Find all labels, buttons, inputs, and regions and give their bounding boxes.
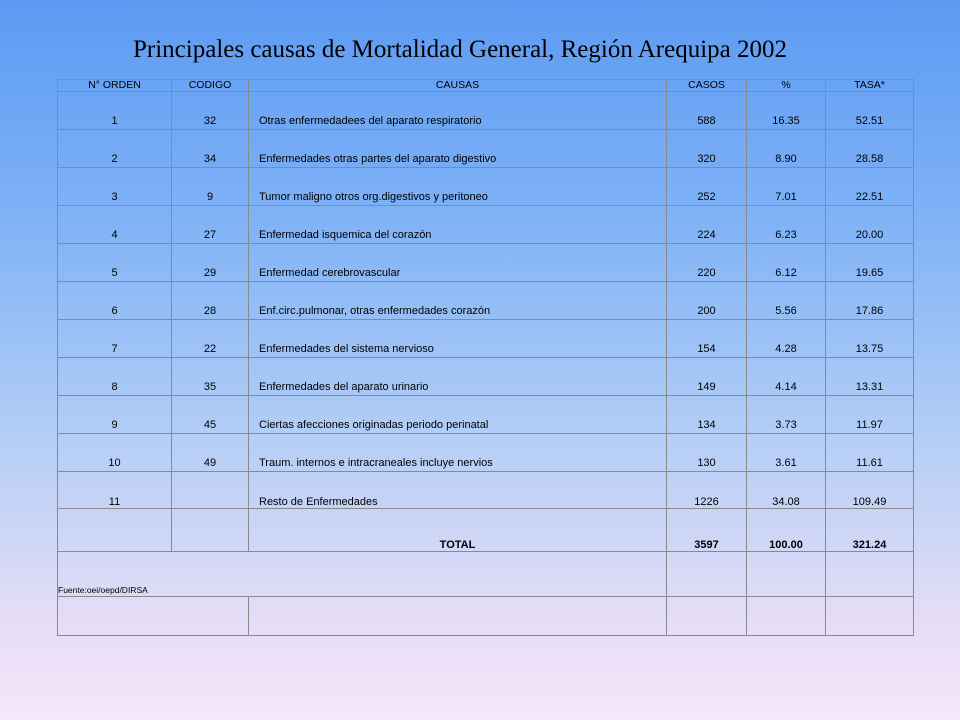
table-row — [58, 358, 914, 396]
cell-tasa: 20.00 — [826, 206, 914, 244]
table-header-row — [58, 80, 914, 92]
cell-empty — [826, 552, 914, 597]
cell-causa: Otras enfermedadees del aparato respiratorio — [249, 92, 667, 130]
cell-causa: Enfermedad isquemica del corazón — [249, 206, 667, 244]
cell-casos: 588 — [667, 92, 747, 130]
table-row — [58, 92, 914, 130]
cell-orden: 10 — [58, 434, 172, 472]
cell-empty — [667, 552, 747, 597]
cell-casos: 1226 — [667, 472, 747, 509]
cell-casos: 224 — [667, 206, 747, 244]
cell-orden: 7 — [58, 320, 172, 358]
cell-casos: 200 — [667, 282, 747, 320]
cell-tasa: 109.49 — [826, 472, 914, 509]
cell-empty — [747, 597, 826, 636]
table-row — [58, 244, 914, 282]
total-casos: 3597 — [667, 509, 747, 552]
cell-codigo: 32 — [172, 92, 249, 130]
cell-casos: 149 — [667, 358, 747, 396]
cell-codigo: 49 — [172, 434, 249, 472]
header-porcentaje: % — [747, 80, 826, 92]
total-tasa: 321.24 — [826, 509, 914, 552]
cell-codigo — [172, 472, 249, 509]
cell-orden: 8 — [58, 358, 172, 396]
total-porcentaje: 100.00 — [747, 509, 826, 552]
source-note: Fuente:oei/oepd/DIRSA — [58, 552, 667, 597]
table-row-total — [58, 509, 914, 552]
cell-orden: 4 — [58, 206, 172, 244]
table-row-blank — [58, 597, 914, 636]
cell-empty — [667, 597, 747, 636]
mortality-table — [57, 79, 914, 636]
cell-causa: Enfermedades del aparato urinario — [249, 358, 667, 396]
cell-orden: 3 — [58, 168, 172, 206]
cell-causa: Traum. internos e intracraneales incluye nervios — [249, 434, 667, 472]
cell-causa: Enfermedad cerebrovascular — [249, 244, 667, 282]
cell-causa: Enfermedades del sistema nervioso — [249, 320, 667, 358]
cell-empty — [249, 597, 667, 636]
table-row — [58, 168, 914, 206]
table-row — [58, 396, 914, 434]
cell-porcentaje: 7.01 — [747, 168, 826, 206]
table-row — [58, 320, 914, 358]
cell-tasa: 13.75 — [826, 320, 914, 358]
cell-tasa: 13.31 — [826, 358, 914, 396]
cell-codigo: 28 — [172, 282, 249, 320]
cell-orden: 11 — [58, 472, 172, 509]
header-casos: CASOS — [667, 80, 747, 92]
table-row-rest — [58, 472, 914, 509]
header-tasa: TASA* — [826, 80, 914, 92]
cell-orden: 1 — [58, 92, 172, 130]
cell-porcentaje: 6.23 — [747, 206, 826, 244]
cell-orden: 2 — [58, 130, 172, 168]
cell-casos: 220 — [667, 244, 747, 282]
cell-empty — [58, 509, 172, 552]
cell-codigo: 27 — [172, 206, 249, 244]
cell-porcentaje: 8.90 — [747, 130, 826, 168]
cell-porcentaje: 4.28 — [747, 320, 826, 358]
header-codigo: CODIGO — [172, 80, 249, 92]
cell-porcentaje: 5.56 — [747, 282, 826, 320]
cell-casos: 252 — [667, 168, 747, 206]
cell-codigo: 9 — [172, 168, 249, 206]
table-row-source — [58, 552, 914, 597]
header-causas: CAUSAS — [249, 80, 667, 92]
cell-porcentaje: 3.73 — [747, 396, 826, 434]
cell-codigo: 35 — [172, 358, 249, 396]
cell-empty — [172, 509, 249, 552]
cell-empty — [826, 597, 914, 636]
cell-codigo: 22 — [172, 320, 249, 358]
cell-causa: Resto de Enfermedades — [249, 472, 667, 509]
cell-empty — [58, 597, 249, 636]
cell-orden: 6 — [58, 282, 172, 320]
cell-casos: 320 — [667, 130, 747, 168]
cell-orden: 5 — [58, 244, 172, 282]
cell-tasa: 17.86 — [826, 282, 914, 320]
cell-casos: 134 — [667, 396, 747, 434]
table-row — [58, 282, 914, 320]
cell-casos: 154 — [667, 320, 747, 358]
cell-causa: Tumor maligno otros org.digestivos y peritoneo — [249, 168, 667, 206]
cell-tasa: 52.51 — [826, 92, 914, 130]
cell-empty — [747, 552, 826, 597]
cell-porcentaje: 16.35 — [747, 92, 826, 130]
cell-porcentaje: 34.08 — [747, 472, 826, 509]
cell-causa: Ciertas afecciones originadas periodo perinatal — [249, 396, 667, 434]
cell-causa: Enf.circ.pulmonar, otras enfermedades corazón — [249, 282, 667, 320]
cell-porcentaje: 3.61 — [747, 434, 826, 472]
table-row — [58, 206, 914, 244]
cell-tasa: 11.61 — [826, 434, 914, 472]
table-row — [58, 434, 914, 472]
cell-causa: Enfermedades otras partes del aparato digestivo — [249, 130, 667, 168]
total-label: TOTAL — [249, 509, 667, 552]
cell-tasa: 19.65 — [826, 244, 914, 282]
cell-tasa: 22.51 — [826, 168, 914, 206]
cell-porcentaje: 6.12 — [747, 244, 826, 282]
header-orden: N° ORDEN — [58, 80, 172, 92]
cell-tasa: 11.97 — [826, 396, 914, 434]
cell-tasa: 28.58 — [826, 130, 914, 168]
page-title: Principales causas de Mortalidad General, Región Arequipa 2002 — [133, 36, 787, 63]
cell-codigo: 29 — [172, 244, 249, 282]
cell-porcentaje: 4.14 — [747, 358, 826, 396]
cell-orden: 9 — [58, 396, 172, 434]
cell-codigo: 34 — [172, 130, 249, 168]
cell-casos: 130 — [667, 434, 747, 472]
cell-codigo: 45 — [172, 396, 249, 434]
table-row — [58, 130, 914, 168]
